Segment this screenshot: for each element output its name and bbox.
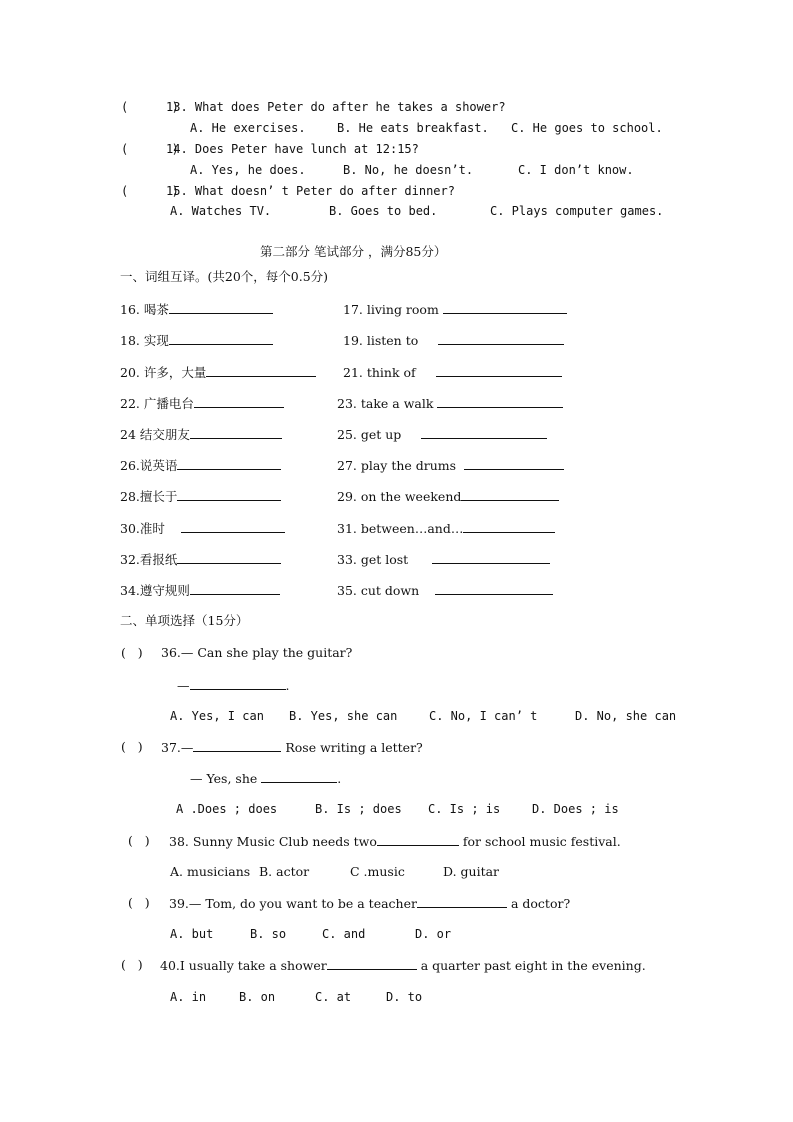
phrase-row-25: [337, 426, 547, 443]
answer-blank-22[interactable]: [194, 395, 284, 408]
q37-option-d[interactable]: D. Does ; is: [532, 802, 619, 816]
answer-blank-34[interactable]: [190, 582, 280, 595]
answer-blank-27[interactable]: [464, 457, 564, 470]
q40-bracket[interactable]: ( ): [121, 957, 143, 972]
q37-answer-line: [190, 770, 341, 787]
answer-blank-25[interactable]: [421, 426, 547, 439]
q39-option-a[interactable]: A. but: [170, 927, 214, 941]
answer-blank-18[interactable]: [169, 332, 273, 345]
q36-bracket[interactable]: ( ): [121, 645, 143, 660]
phrase-en-23: 23. take a walk: [337, 396, 434, 411]
q15-stem: 15. What doesn’ t Peter do after dinner?: [166, 184, 455, 198]
phrase-row-17: [343, 301, 567, 318]
phrase-cn-18: 18. 实现: [120, 333, 169, 348]
phrase-cn-32: 32.看报纸: [120, 552, 178, 567]
q37-stem-blank[interactable]: [193, 739, 281, 752]
q39-stem-prefix: 39.— Tom, do you want to be a teacher: [169, 896, 417, 911]
phrase-row-24: [120, 426, 282, 443]
phrase-row-22: [120, 395, 284, 412]
q36-answer-suffix: .: [285, 678, 290, 693]
q36-option-b[interactable]: B. Yes, she can: [289, 709, 398, 723]
q36-answer-blank[interactable]: [190, 677, 286, 690]
q38-stem-suffix: for school music festival.: [462, 834, 621, 849]
q39-stem: [169, 895, 570, 912]
phrase-row-18: [120, 332, 273, 349]
q36-option-a[interactable]: A. Yes, I can: [170, 709, 264, 723]
phrase-cn-24: 24 结交朋友: [120, 427, 190, 442]
answer-blank-17[interactable]: [443, 301, 567, 314]
answer-blank-24[interactable]: [190, 426, 282, 439]
q38-option-d[interactable]: D. guitar: [443, 864, 500, 879]
section1-title: 一、词组互译。(共20个，每个0.5分): [120, 269, 329, 284]
phrase-row-26: [120, 457, 281, 474]
phrase-row-21: [343, 364, 562, 381]
q13-option-b[interactable]: B. He eats breakfast.: [337, 121, 489, 135]
q37-option-a[interactable]: A .Does ; does: [176, 802, 278, 816]
q40-stem-prefix: 40.I usually take a shower: [160, 958, 327, 973]
q39-stem-suffix: a doctor?: [510, 896, 571, 911]
q39-bracket[interactable]: ( ): [128, 895, 150, 910]
phrase-en-29: 29. on the weekend: [337, 489, 462, 504]
q14-option-b[interactable]: B. No, he doesn’t.: [343, 163, 474, 177]
answer-blank-21[interactable]: [436, 364, 562, 377]
q14-option-c[interactable]: C. I don’t know.: [518, 163, 634, 177]
q39-option-b[interactable]: B. so: [250, 927, 287, 941]
answer-blank-30[interactable]: [181, 520, 285, 533]
answer-blank-33[interactable]: [432, 551, 550, 564]
q13-option-c[interactable]: C. He goes to school.: [511, 121, 663, 135]
q37-stem: [161, 739, 423, 756]
q40-stem-blank[interactable]: [327, 957, 417, 970]
q40-option-a[interactable]: A. in: [170, 990, 207, 1004]
phrase-en-25: 25. get up: [337, 427, 402, 442]
q13-bracket[interactable]: ( ): [121, 100, 179, 114]
q38-option-c[interactable]: C .music: [350, 864, 405, 879]
q39-stem-blank[interactable]: [417, 895, 507, 908]
q36-option-d[interactable]: D. No, she can: [575, 709, 677, 723]
phrase-en-31: 31. between…and…: [337, 521, 464, 536]
q15-option-b[interactable]: B. Goes to bed.: [329, 204, 438, 218]
phrase-cn-26: 26.说英语: [120, 458, 178, 473]
q37-bracket[interactable]: ( ): [121, 739, 143, 754]
phrase-en-27: 27. play the drums: [337, 458, 457, 473]
phrase-en-21: 21. think of: [343, 365, 416, 380]
phrase-row-35: [337, 582, 553, 599]
q37-answer-suffix: .: [337, 771, 342, 786]
phrase-en-19: 19. listen to: [343, 333, 419, 348]
q38-bracket[interactable]: ( ): [128, 833, 150, 848]
phrase-row-29: [337, 488, 559, 505]
phrase-en-35: 35. cut down: [337, 583, 420, 598]
answer-blank-31[interactable]: [463, 520, 555, 533]
phrase-cn-22: 22. 广播电台: [120, 396, 194, 411]
answer-blank-19[interactable]: [438, 332, 564, 345]
answer-blank-29[interactable]: [461, 488, 559, 501]
phrase-cn-28: 28.擅长于: [120, 489, 178, 504]
q36-answer-prefix: —: [177, 678, 190, 693]
part2-title: 第二部分 笔试部分 ，满分85分）: [260, 244, 447, 259]
q14-bracket[interactable]: ( ): [121, 142, 179, 156]
answer-blank-35[interactable]: [435, 582, 553, 595]
answer-blank-23[interactable]: [437, 395, 563, 408]
phrase-row-32: [120, 551, 281, 568]
phrase-row-30: [120, 520, 285, 537]
answer-blank-16[interactable]: [169, 301, 273, 314]
phrase-cn-30: 30.准时: [120, 521, 165, 536]
answer-blank-20[interactable]: [206, 364, 316, 377]
phrase-row-20: [120, 364, 316, 381]
q40-stem-suffix: a quarter past eight in the evening.: [420, 958, 646, 973]
q38-stem: [169, 833, 621, 850]
phrase-cn-34: 34.遵守规则: [120, 583, 190, 598]
q37-answer-prefix: — Yes, she: [190, 771, 258, 786]
q13-stem: 13. What does Peter do after he takes a shower?: [166, 100, 506, 114]
phrase-row-27: [337, 457, 564, 474]
q37-option-c[interactable]: C. Is ; is: [428, 802, 501, 816]
phrase-row-23: [337, 395, 563, 412]
phrase-row-19: [343, 332, 564, 349]
q14-stem: 14. Does Peter have lunch at 12:15?: [166, 142, 419, 156]
q15-option-c[interactable]: C. Plays computer games.: [490, 204, 664, 218]
q36-answer-line: [177, 677, 289, 694]
q40-stem: [160, 957, 646, 974]
q37-stem-prefix: 37.—: [161, 740, 194, 755]
phrase-row-34: [120, 582, 280, 599]
q39-option-c[interactable]: C. and: [322, 927, 366, 941]
phrase-row-31: [337, 520, 555, 537]
q13-option-a[interactable]: A. He exercises.: [190, 121, 306, 135]
q36-stem: 36.— Can she play the guitar?: [161, 645, 353, 660]
q40-option-b[interactable]: B. on: [239, 990, 276, 1004]
q15-option-a[interactable]: A. Watches TV.: [170, 204, 272, 218]
q36-option-c[interactable]: C. No, I can’ t: [429, 709, 538, 723]
section2-title: 二、单项选择（15分）: [120, 613, 249, 628]
phrase-row-33: [337, 551, 550, 568]
q14-option-a[interactable]: A. Yes, he does.: [190, 163, 306, 177]
answer-blank-32[interactable]: [177, 551, 281, 564]
phrase-cn-16: 16. 喝茶: [120, 302, 169, 317]
q38-option-a[interactable]: A. musicians: [170, 864, 251, 879]
answer-blank-26[interactable]: [177, 457, 281, 470]
phrase-row-16: [120, 301, 273, 318]
phrase-en-17: 17. living room: [343, 302, 439, 317]
q40-option-c[interactable]: C. at: [315, 990, 352, 1004]
q38-stem-blank[interactable]: [377, 833, 459, 846]
q38-stem-prefix: 38. Sunny Music Club needs two: [169, 834, 377, 849]
q38-option-b[interactable]: B. actor: [259, 864, 310, 879]
q15-bracket[interactable]: ( ): [121, 184, 179, 198]
q37-option-b[interactable]: B. Is ; does: [315, 802, 402, 816]
q37-answer-blank[interactable]: [261, 770, 337, 783]
q37-stem-suffix: Rose writing a letter?: [285, 740, 423, 755]
answer-blank-28[interactable]: [177, 488, 281, 501]
phrase-en-33: 33. get lost: [337, 552, 409, 567]
phrase-cn-20: 20. 许多，大量: [120, 365, 207, 380]
q39-option-d[interactable]: D. or: [415, 927, 452, 941]
phrase-row-28: [120, 488, 281, 505]
q40-option-d[interactable]: D. to: [386, 990, 423, 1004]
